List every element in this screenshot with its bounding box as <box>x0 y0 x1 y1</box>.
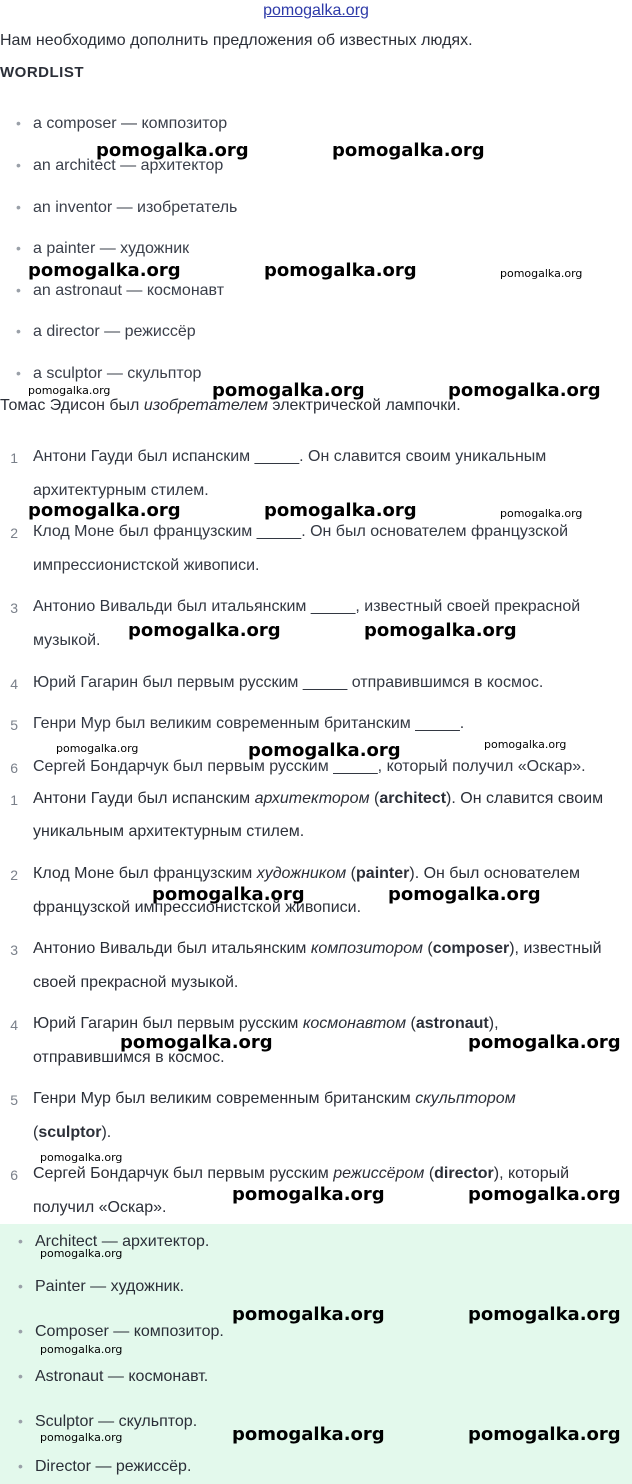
watermark: pomogalka.org <box>28 500 181 521</box>
watermark: pomogalka.org <box>120 1032 273 1053</box>
item-number: 2 <box>10 525 18 541</box>
wordlist-item-text: an astronaut — космонавт <box>33 282 225 299</box>
wordlist-item-text: a painter — художник <box>33 240 190 257</box>
watermark: pomogalka.org <box>28 260 181 281</box>
watermark: pomogalka.org <box>232 1424 385 1445</box>
watermark: pomogalka.org <box>500 507 583 520</box>
wordlist-item-text: a composer — композитор <box>33 115 228 132</box>
bullet-icon: • <box>18 1323 23 1339</box>
bullet-icon: • <box>16 115 21 131</box>
wordlist-item <box>16 323 196 341</box>
bullet-icon: • <box>16 365 21 381</box>
question-line: Генри Мур был великим современным британским _____. <box>33 715 465 732</box>
wordlist-item-text: an architect — архитектор <box>33 157 224 174</box>
item-number: 1 <box>10 450 18 466</box>
item-number: 6 <box>10 1167 18 1183</box>
summary-item: • Sculptor — скульптор. <box>18 1413 198 1430</box>
question-line: Антонио Вивальди был итальянским _____, известный своей прекрасной <box>33 598 581 615</box>
answer-line: уникальным архитектурным стилем. <box>33 823 305 840</box>
watermark: pomogalka.org <box>28 384 111 397</box>
item-number: 5 <box>10 717 18 733</box>
item-number: 1 <box>10 792 18 808</box>
watermark: pomogalka.org <box>212 380 365 401</box>
bullet-icon: • <box>16 240 21 256</box>
bullet-icon: • <box>16 323 21 339</box>
watermark: pomogalka.org <box>40 1151 123 1164</box>
watermark: pomogalka.org <box>40 1247 123 1260</box>
question-line: Антони Гауди был испанским _____. Он славится своим уникальным <box>33 448 547 465</box>
answer-line: своей прекрасной музыкой. <box>33 974 239 991</box>
wordlist-item <box>16 199 237 217</box>
watermark: pomogalka.org <box>468 1032 621 1053</box>
watermark: pomogalka.org <box>128 620 281 641</box>
bullet-icon: • <box>18 1233 23 1249</box>
wordlist-item <box>16 282 224 300</box>
watermark: pomogalka.org <box>468 1304 621 1325</box>
answer-line: Антони Гауди был испанским архитектором (architect). Он славится своим <box>33 790 604 807</box>
example-italic: изобретателем <box>143 397 268 414</box>
watermark: pomogalka.org <box>500 267 583 280</box>
watermark: pomogalka.org <box>468 1184 621 1205</box>
question-line: импрессионистской живописи. <box>33 557 260 574</box>
watermark: pomogalka.org <box>40 1431 123 1444</box>
watermark: pomogalka.org <box>332 140 485 161</box>
watermark: pomogalka.org <box>448 380 601 401</box>
watermark: pomogalka.org <box>40 1343 123 1356</box>
intro-text: Нам необходимо дополнить предложения об известных людях. <box>0 32 473 49</box>
answer-line: Антонио Вивальди был итальянским композитором (composer), известный <box>33 940 602 957</box>
bullet-icon: • <box>18 1368 23 1384</box>
question-line: Юрий Гагарин был первым русским _____ отправившимся в космос. <box>33 674 544 691</box>
watermark: pomogalka.org <box>152 884 305 905</box>
bullet-icon: • <box>18 1413 23 1429</box>
bullet-icon: • <box>18 1458 23 1474</box>
item-number: 3 <box>10 600 18 616</box>
bullet-icon: • <box>16 199 21 215</box>
answer-line: французской импрессионистской живописи. <box>33 899 362 916</box>
wordlist-item-text: an inventor — изобретатель <box>33 199 238 216</box>
question-line: музыкой. <box>33 632 101 649</box>
answer-line: Клод Моне был французским художником (painter). Он был основателем <box>33 865 580 882</box>
item-number: 6 <box>10 760 18 776</box>
watermark: pomogalka.org <box>364 620 517 641</box>
item-number: 5 <box>10 1092 18 1108</box>
answer-line: получил «Оскар». <box>33 1199 167 1216</box>
watermark: pomogalka.org <box>388 884 541 905</box>
answer-line: (sculptor). <box>33 1124 112 1141</box>
question-line: Сергей Бондарчук был первым русским _____, который получил «Оскар». <box>33 758 586 775</box>
bullet-icon: • <box>18 1278 23 1294</box>
question-line: архитектурным стилем. <box>33 482 209 499</box>
summary-item: • Astronaut — космонавт. <box>18 1368 209 1385</box>
watermark: pomogalka.org <box>264 500 417 521</box>
summary-item: • Architect — архитектор. <box>18 1233 210 1250</box>
item-number: 2 <box>10 867 18 883</box>
answer-line: отправившимся в космос. <box>33 1049 225 1066</box>
watermark: pomogalka.org <box>232 1304 385 1325</box>
summary-item: • Composer — композитор. <box>18 1323 224 1340</box>
example-sentence: Томас Эдисон был изобретателем электрической лампочки. <box>0 397 461 414</box>
watermark: pomogalka.org <box>264 260 417 281</box>
wordlist-item <box>16 115 227 133</box>
wordlist-item <box>16 365 201 383</box>
summary-item: • Director — режиссёр. <box>18 1458 192 1475</box>
watermark: pomogalka.org <box>56 742 139 755</box>
bullet-icon: • <box>16 282 21 298</box>
wordlist-item-text: a director — режиссёр <box>33 323 196 340</box>
site-link[interactable]: pomogalka.org <box>263 2 369 19</box>
wordlist-title: WORDLIST <box>0 64 84 81</box>
watermark: pomogalka.org <box>248 740 401 761</box>
summary-item: • Painter — художник. <box>18 1278 185 1295</box>
watermark: pomogalka.org <box>484 738 567 751</box>
item-number: 4 <box>10 1017 18 1033</box>
wordlist-item <box>16 240 189 258</box>
watermark: pomogalka.org <box>468 1424 621 1445</box>
item-number: 4 <box>10 676 18 692</box>
wordlist-item-text: a sculptor — скульптор <box>33 365 202 382</box>
answer-line: Генри Мур был великим современным британским скульптором <box>33 1090 516 1107</box>
item-number: 3 <box>10 942 18 958</box>
question-line: Клод Моне был французским _____. Он был основателем французской <box>33 523 569 540</box>
answer-line: Юрий Гагарин был первым русским космонавтом (astronaut), <box>33 1015 499 1032</box>
watermark: pomogalka.org <box>232 1184 385 1205</box>
watermark: pomogalka.org <box>96 140 249 161</box>
answer-line: Сергей Бондарчук был первым русским режиссёром (director), который <box>33 1165 570 1182</box>
bullet-icon: • <box>16 157 21 173</box>
